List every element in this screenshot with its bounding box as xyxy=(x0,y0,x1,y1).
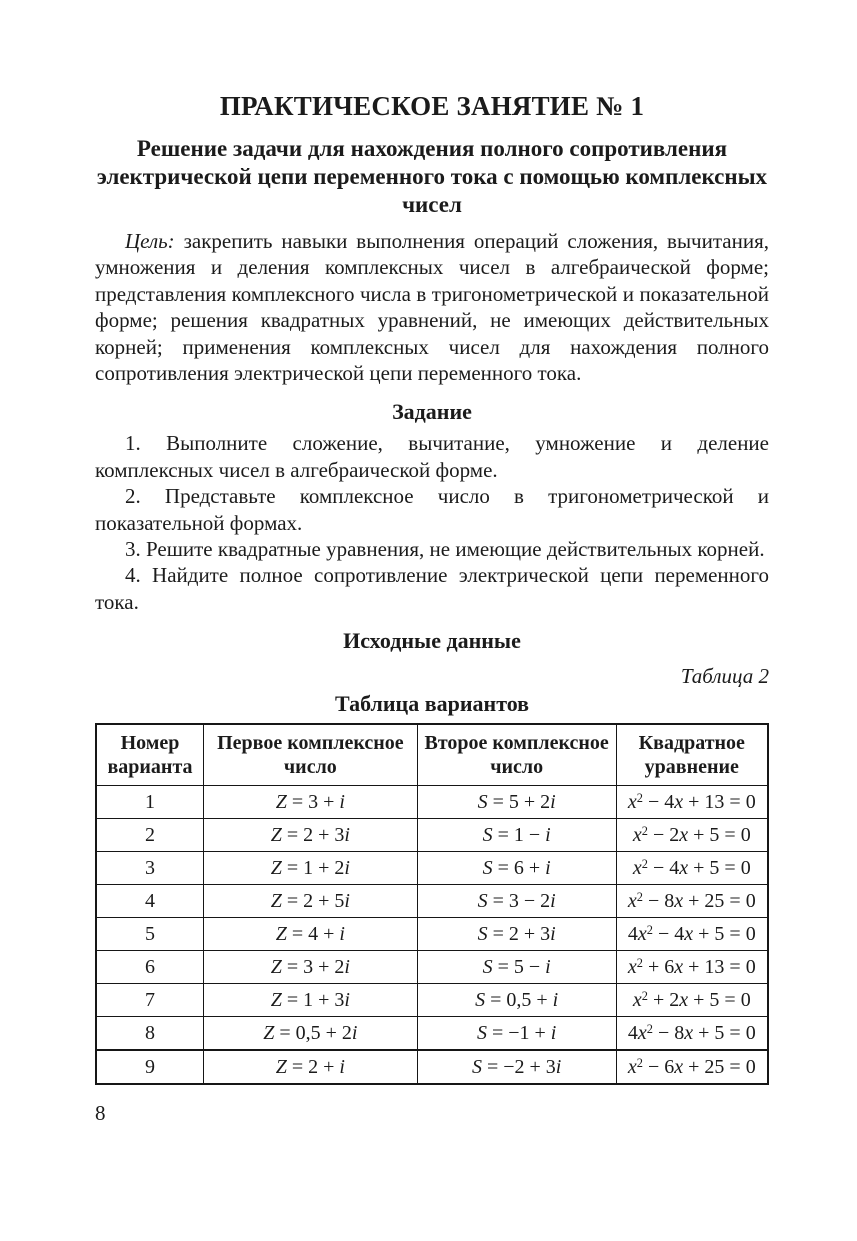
goal-paragraph xyxy=(95,228,769,386)
table-row-9 xyxy=(96,1050,768,1084)
cell-first-complex: Z = 2 + 3i xyxy=(204,819,418,852)
cell-variant: 5 xyxy=(96,918,204,951)
cell-variant: 4 xyxy=(96,885,204,918)
header-variant-number: Номер варианта xyxy=(96,724,204,786)
table-row-5 xyxy=(96,918,768,951)
cell-quadratic: $x^2 + 6x + 13 = 0$ xyxy=(616,951,768,984)
table-title: Таблица вариантов xyxy=(334,691,530,717)
cell-variant: 1 xyxy=(96,786,204,819)
table-row-2 xyxy=(96,819,768,852)
table-row-7 xyxy=(96,984,768,1017)
task-heading: Задание xyxy=(392,399,472,425)
cell-quadratic: $x^2 - 2x + 5 = 0$ xyxy=(616,819,768,852)
cell-variant: 8 xyxy=(96,1017,204,1051)
cell-variant: 7 xyxy=(96,984,204,1017)
task-item-4: 4. Найдите полное сопротивление электрической цепи переменного тока. xyxy=(95,563,769,614)
table-row-1 xyxy=(96,786,768,819)
task-item-2: 2. Представьте комплексное число в тригонометрической и показательной формах. xyxy=(95,484,769,535)
table-header-row xyxy=(96,724,768,786)
cell-second-complex: S = 0,5 + i xyxy=(417,984,616,1017)
header-quadratic: Квадратное уравнение xyxy=(616,724,768,786)
cell-variant: 2 xyxy=(96,819,204,852)
cell-first-complex: Z = 2 + 5i xyxy=(204,885,418,918)
cell-quadratic: $x^2 + 2x + 5 = 0$ xyxy=(616,984,768,1017)
goal-text: закрепить навыки выполнения операций сложения, вычитания, умножения и деления комплексных чисел в алгебраической форме; представления комплексного числа в тригонометрической и показательной форме; решения квадратных уравнений, не имеющих действительных корней; применения комплексных чисел для нахождения полного сопротивления электрической цепи переменного тока. xyxy=(95,229,769,386)
variants-table xyxy=(95,723,769,1085)
table-caption: Таблица 2 xyxy=(680,664,769,689)
cell-first-complex: Z = 3 + i xyxy=(204,786,418,819)
table-row-8 xyxy=(96,1017,768,1051)
cell-quadratic: $4x^2 - 8x + 5 = 0$ xyxy=(616,1017,768,1051)
table-row-4 xyxy=(96,885,768,918)
cell-first-complex: Z = 2 + i xyxy=(204,1050,418,1084)
table-row-6 xyxy=(96,951,768,984)
cell-second-complex: S = 3 − 2i xyxy=(417,885,616,918)
cell-variant: 3 xyxy=(96,852,204,885)
data-heading: Исходные данные xyxy=(343,628,521,654)
cell-quadratic: $4x^2 - 4x + 5 = 0$ xyxy=(616,918,768,951)
cell-quadratic: $x^2 - 4x + 13 = 0$ xyxy=(616,786,768,819)
cell-first-complex: Z = 3 + 2i xyxy=(204,951,418,984)
cell-first-complex: Z = 1 + 3i xyxy=(204,984,418,1017)
cell-second-complex: S = −2 + 3i xyxy=(417,1050,616,1084)
cell-second-complex: S = 5 + 2i xyxy=(417,786,616,819)
cell-second-complex: S = 1 − i xyxy=(417,819,616,852)
task-item-1: 1. Выполните сложение, вычитание, умножение и деление комплексных чисел в алгебраической форме. xyxy=(95,431,769,482)
task-item-3: 3. Решите квадратные уравнения, не имеющие действительных корней. xyxy=(125,537,765,562)
header-second-complex: Второе комплексное число xyxy=(417,724,616,786)
cell-variant: 9 xyxy=(96,1050,204,1084)
goal-label: Цель: xyxy=(125,229,175,253)
page-number: 8 xyxy=(95,1101,106,1126)
cell-quadratic: $x^2 - 8x + 25 = 0$ xyxy=(616,885,768,918)
cell-second-complex: S = 2 + 3i xyxy=(417,918,616,951)
header-first-complex: Первое комплексное число xyxy=(204,724,418,786)
cell-first-complex: Z = 0,5 + 2i xyxy=(204,1017,418,1051)
cell-variant: 6 xyxy=(96,951,204,984)
table-row-3 xyxy=(96,852,768,885)
page-subtitle: Решение задачи для нахождения полного сопротивления электрической цепи переменного тока с помощью комплексных чисел xyxy=(96,136,768,217)
cell-first-complex: Z = 4 + i xyxy=(204,918,418,951)
cell-second-complex: S = 6 + i xyxy=(417,852,616,885)
cell-quadratic: $x^2 - 4x + 5 = 0$ xyxy=(616,852,768,885)
cell-second-complex: S = 5 − i xyxy=(417,951,616,984)
cell-first-complex: Z = 1 + 2i xyxy=(204,852,418,885)
cell-quadratic: $x^2 - 6x + 25 = 0$ xyxy=(616,1050,768,1084)
cell-second-complex: S = −1 + i xyxy=(417,1017,616,1051)
page-title: ПРАКТИЧЕСКОЕ ЗАНЯТИЕ № 1 xyxy=(219,91,645,121)
